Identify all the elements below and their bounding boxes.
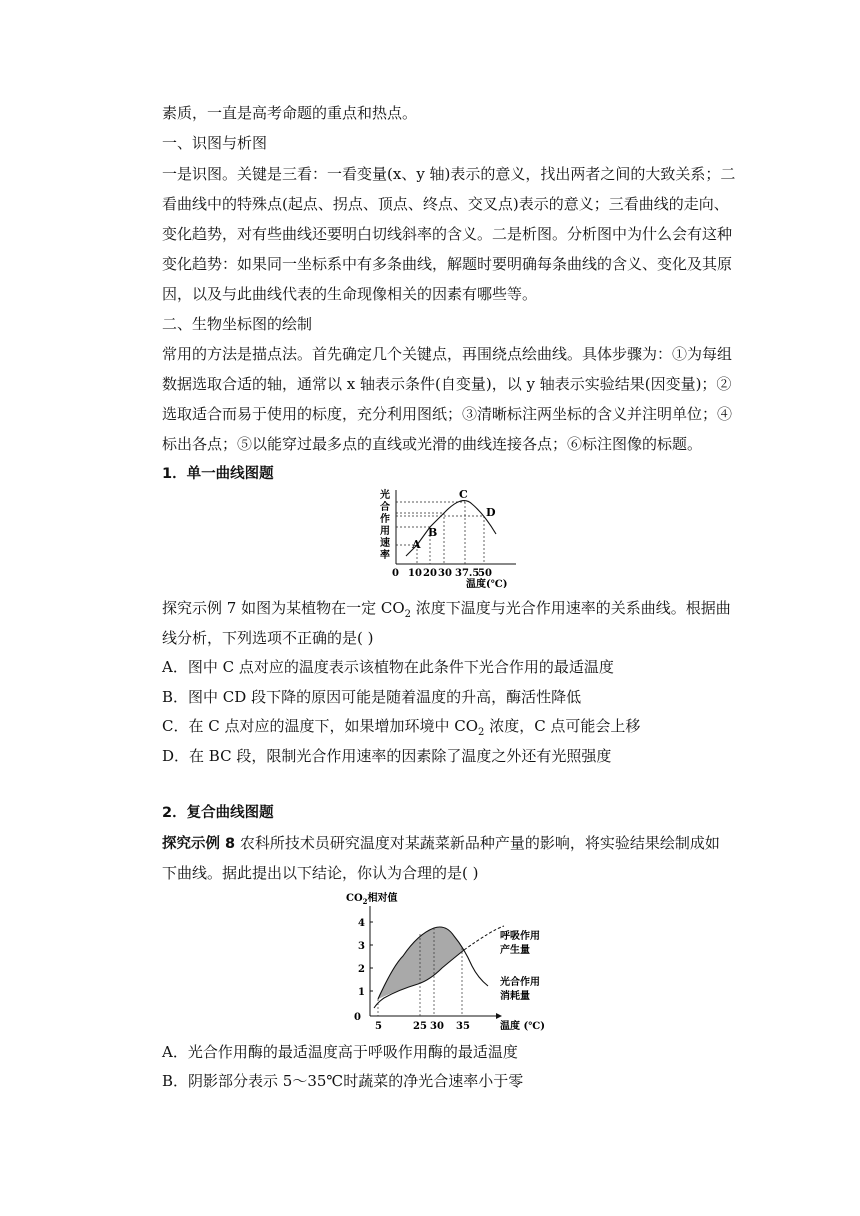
paragraph-line: 常用的方法是描点法。首先确定几个关键点，再围绕点绘曲线。具体步骤为：①为每组	[162, 345, 733, 363]
ylabel-char: 率	[380, 550, 390, 561]
respiration-label: 产生量	[500, 945, 530, 956]
ylabel-char: 用	[380, 526, 390, 537]
shaded-region	[378, 927, 464, 999]
x-tick: 35	[456, 1021, 470, 1032]
paragraph-line: 变化趋势：如果同一坐标系中有多条曲线，解题时要明确每条曲线的含义、变化及其原	[162, 255, 733, 273]
point-label-c: C	[459, 488, 468, 501]
photosynthesis-label: 光合作用	[500, 977, 540, 988]
point-label-d: D	[486, 506, 496, 519]
paragraph-line: 变化趋势，对有些曲线还要明白切线斜率的含义。二是析图。分析图中为什么会有这种	[162, 225, 733, 243]
figure-single-curve	[372, 486, 532, 588]
paragraph-line: 数据选取合适的轴，通常以 x 轴表示条件(自变量)，以 y 轴表示实验结果(因变量)；②	[162, 375, 732, 393]
intro-line: 素质，一直是高考命题的重点和热点。	[162, 104, 418, 122]
y-axis-label: $CO_2$相对值	[346, 893, 398, 906]
x-tick: 0	[392, 568, 399, 579]
ylabel-char: 速	[380, 538, 390, 549]
single-curve-chart	[372, 486, 532, 588]
x-tick: 30	[430, 1021, 444, 1032]
photosynthesis-label: 消耗量	[500, 991, 530, 1002]
paragraph-line: 一是识图。关键是三看：一看变量(x、y 轴)表示的意义，找出两者之间的大致关系；二	[162, 165, 736, 183]
option-b: B．图中 CD 段下降的原因可能是随着温度的升高，酶活性降低	[162, 688, 582, 706]
point-label-a: A	[412, 538, 421, 551]
guide-lines	[396, 502, 484, 564]
question-7-line2: 线分析，下列选项不正确的是( )	[162, 629, 374, 647]
paragraph-line: 因，以及与此曲线代表的生命现像相关的因素有哪些等。	[162, 285, 538, 303]
ylabel-char: 作	[380, 514, 390, 525]
y-tick: 2	[358, 964, 365, 975]
x-tick: 37.5	[455, 568, 480, 579]
paragraph-line: 标出各点；⑤以能穿过最多点的直线或光滑的曲线连接各点；⑥标注图像的标题。	[162, 435, 703, 453]
x-tick: 50	[478, 568, 492, 579]
paragraph-line: 选取适合而易于使用的标度，充分利用图纸；③清晰标注两坐标的含义并注明单位；④	[162, 405, 733, 423]
option-a-q8: A．光合作用酶的最适温度高于呼吸作用酶的最适温度	[162, 1043, 518, 1061]
ylabel-char: 光	[380, 490, 390, 501]
x-axis-arrow	[496, 1013, 502, 1019]
question-8-line1: 探究示例 8 农科所技术员研究温度对某蔬菜新品种产量的影响，将实验结果绘制成如	[162, 834, 720, 852]
option-b-q8: B．阴影部分表示 5～35℃时蔬菜的净光合速率小于零	[162, 1072, 524, 1090]
question-8-line2: 下曲线。据此提出以下结论，你认为合理的是( )	[162, 864, 479, 882]
x-tick: 25	[413, 1021, 427, 1032]
respiration-curve-dashed	[464, 926, 504, 950]
x-tick: 20	[423, 568, 437, 579]
heading-plotting: 二、生物坐标图的绘制	[162, 315, 313, 333]
option-d: D．在 BC 段，限制光合作用速率的因素除了温度之外还有光照强度	[162, 747, 612, 765]
y-tick: 1	[358, 987, 365, 998]
option-c: C．在 C 点对应的温度下，如果增加环境中 $CO_2$ 浓度，C 点可能会上移	[162, 717, 641, 738]
ylabel-char: 合	[380, 502, 390, 513]
x-tick: 10	[408, 568, 422, 579]
x-tick: 30	[438, 568, 452, 579]
y-tick: 4	[358, 918, 365, 929]
y-tick: 3	[358, 941, 365, 952]
x-tick: 5	[375, 1021, 382, 1032]
figure-compound-curve	[338, 886, 568, 1032]
section-title-compound-curve: 2．复合曲线图题	[162, 805, 274, 821]
x-axis-label: 温度 (℃)	[500, 1021, 545, 1032]
point-label-b: B	[428, 526, 438, 539]
compound-curve-chart	[338, 886, 568, 1032]
respiration-label: 呼吸作用	[500, 931, 540, 942]
y-tick: 0	[354, 1012, 361, 1023]
section-title-single-curve: 1．单一曲线图题	[162, 466, 274, 482]
question-7-line1: 探究示例 7 如图为某植物在一定 $CO_2$ 浓度下温度与光合作用速率的关系曲线。根据曲	[162, 599, 731, 620]
heading-read-analyze: 一、识图与析图	[162, 134, 268, 152]
paragraph-line: 看曲线中的特殊点(起点、拐点、顶点、终点、交叉点)表示的意义；三看曲线的走向、	[162, 195, 729, 213]
option-a: A．图中 C 点对应的温度表示该植物在此条件下光合作用的最适温度	[162, 658, 614, 676]
x-axis-label: 温度(℃)	[466, 579, 508, 588]
